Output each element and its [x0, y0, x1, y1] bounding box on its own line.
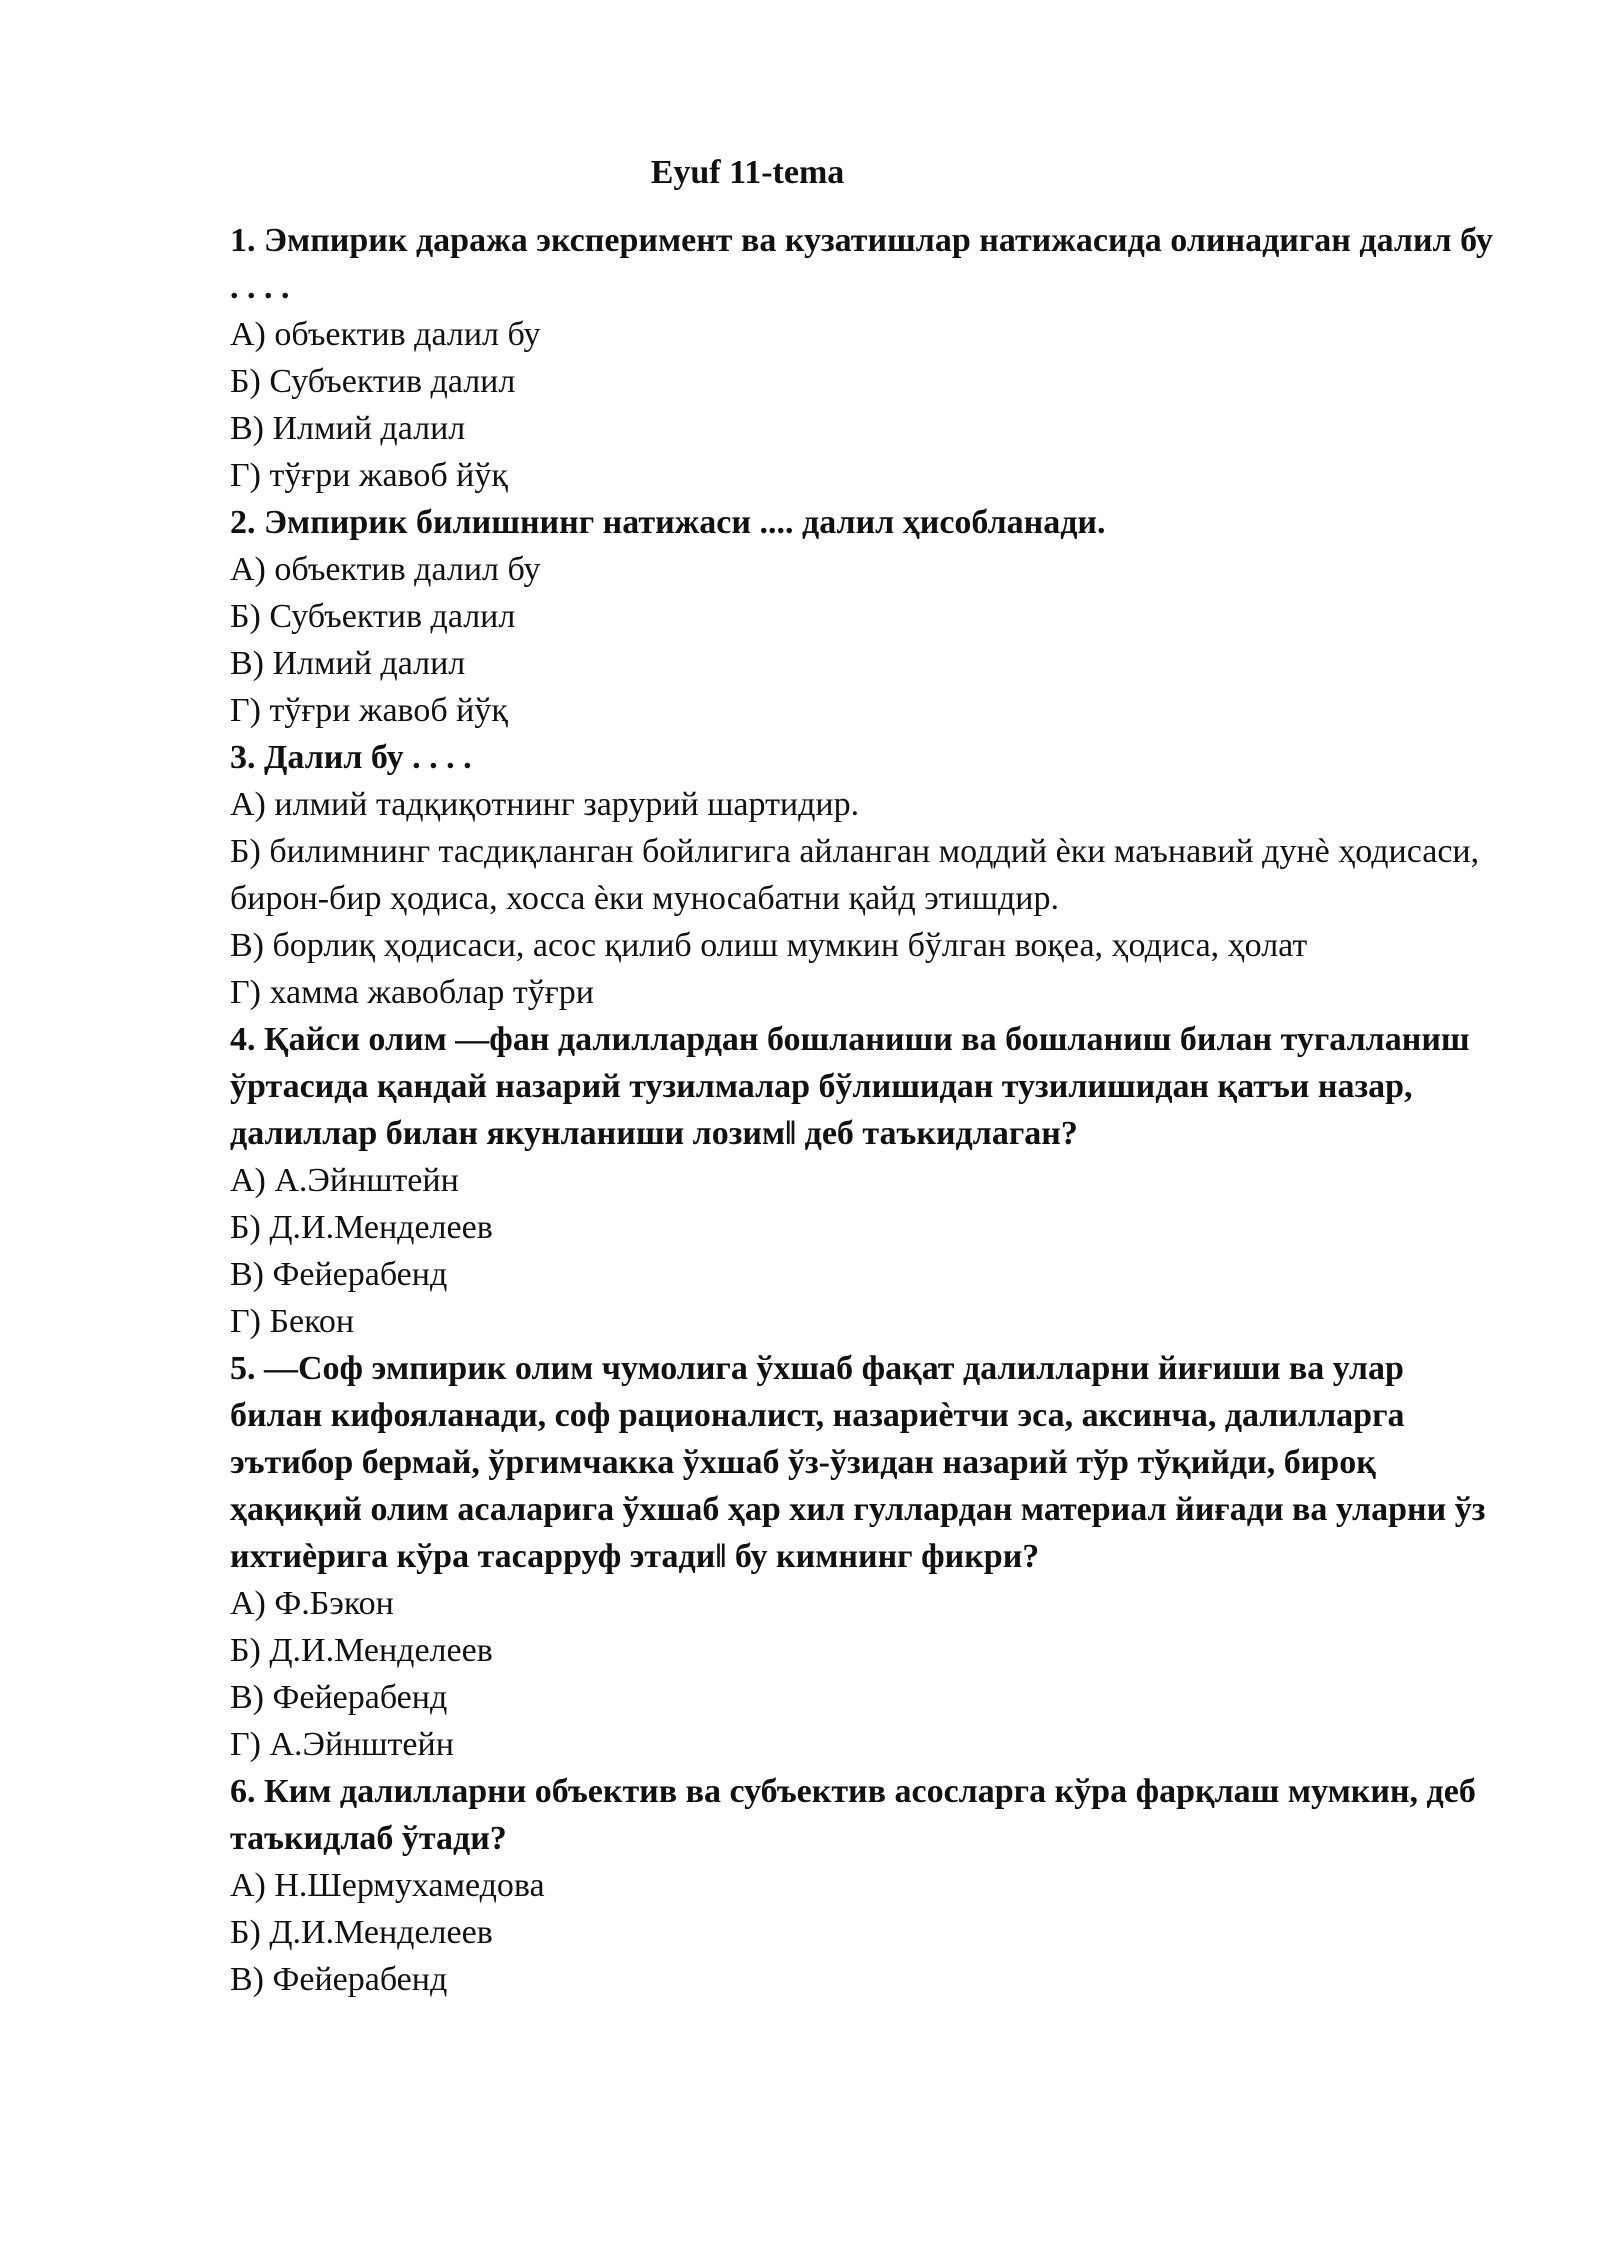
document-page [230, 149, 1500, 2003]
question-text: 1. Эмпирик даража эксперимент ва кузатишлар натижасида олинадиган далил бу . . . . [230, 222, 1493, 306]
answer-option: В) Илмий далил [230, 645, 466, 682]
answer-option: Б) Д.И.Менделеев [230, 1914, 493, 1951]
answer-option: Б) Субъектив далил [230, 363, 516, 400]
question-block-6 [230, 1768, 1500, 2003]
question-text: 5. ―Соф эмпирик олим чумолига ўхшаб фақат далилларни йиғиши ва улар билан кифояланади, соф рационалист, назариѐтчи эса, аксинча, далилларга эътибор бермай, ўргимчакка ўхшаб ўз-ўзидан назарий тўр тўқийди, бироқ ҳақиқий олим асаларига ўхшаб ҳар хил гуллардан материал йиғади ва уларни ўз ихтиѐрига кўра тасарруф этади‖ бу кимнинг фикри? [230, 1350, 1486, 1575]
answer-option: А) илмий тадқиқотнинг зарурий шартидир. [230, 786, 860, 823]
answer-option: В) борлиқ ҳодисаси, асос қилиб олиш мумкин бўлган воқеа, ҳодиса, ҳолат [230, 927, 1308, 964]
question-block-1 [230, 217, 1500, 499]
answer-option: Г) тўғри жавоб йўқ [230, 692, 508, 729]
answer-option: Г) тўғри жавоб йўқ [230, 457, 508, 494]
answer-option: В) Фейерабенд [230, 1961, 448, 1998]
question-text: 4. Қайси олим ―фан далиллардан бошланиши ва бошланиш билан тугалланиш ўртасида қандай назарий тузилмалар бўлишидан тузилишидан қатъи назар, далиллар билан якунланиши лозим‖ деб таъкидлаган? [230, 1021, 1470, 1152]
answer-option: А) А.Эйнштейн [230, 1162, 459, 1199]
answer-option: Г) хамма жавоблар тўғри [230, 974, 594, 1011]
answer-option: В) Фейерабенд [230, 1679, 448, 1716]
answer-option: Б) Субъектив далил [230, 598, 516, 635]
answer-option: Б) Д.И.Менделеев [230, 1209, 493, 1246]
answer-option: Б) Д.И.Менделеев [230, 1632, 493, 1669]
question-text: 6. Ким далилларни объектив ва субъектив асосларга кўра фарқлаш мумкин, деб таъкидлаб ўтади? [230, 1773, 1476, 1857]
answer-option: А) объектив далил бу [230, 551, 541, 588]
question-block-5 [230, 1345, 1500, 1768]
question-block-4 [230, 1016, 1500, 1345]
answer-option: А) Н.Шермухамедова [230, 1867, 545, 1904]
answer-option: В) Илмий далил [230, 410, 466, 447]
answer-option: Г) А.Эйнштейн [230, 1726, 454, 1763]
answer-option: А) Ф.Бэкон [230, 1585, 394, 1622]
question-block-2 [230, 499, 1500, 734]
answer-option: А) объектив далил бу [230, 316, 541, 353]
question-text: 2. Эмпирик билишнинг натижаси .... далил ҳисобланади. [230, 504, 1106, 541]
answer-option: Б) билимнинг тасдиқланган бойлигига айланган моддий ѐки маънавий дунѐ ҳодисаси, бирон-бир ҳодиса, хосса ѐки муносабатни қайд этишдир. [230, 833, 1480, 917]
answer-option: Г) Бекон [230, 1303, 355, 1340]
answer-option: В) Фейерабенд [230, 1256, 448, 1293]
document-title [0, 149, 1265, 196]
document-title-text: Eyuf 11-tema [650, 154, 845, 191]
question-text: 3. Далил бу . . . . [230, 739, 472, 776]
question-block-3 [230, 734, 1500, 1016]
